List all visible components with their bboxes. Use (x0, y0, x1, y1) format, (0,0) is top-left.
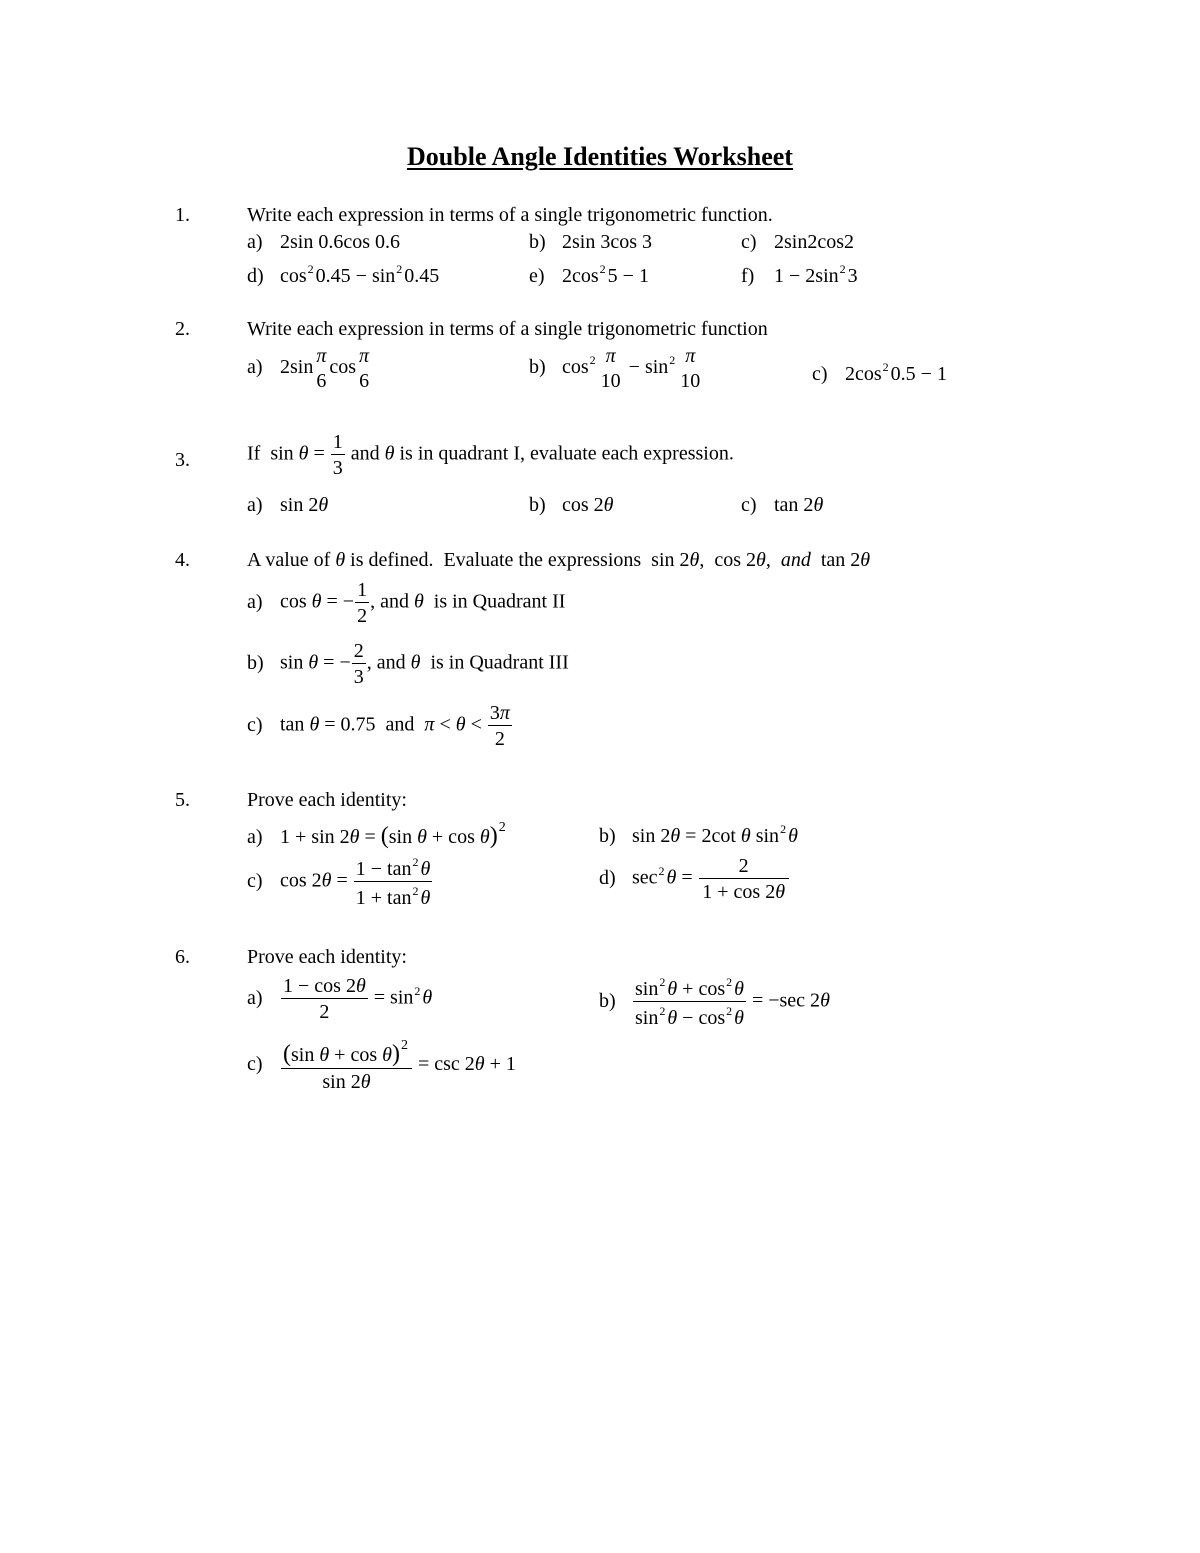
q6-item-b: b) $\frac{\sin^2 \theta + \cos^2 \theta}{\sin^2 \theta - \cos^2 \theta}$ = −sec 2θ (599, 975, 830, 1029)
q5-prompt: Prove each identity: (247, 789, 407, 811)
q1-item-f: f) $1 - 2\sin^2$ 3 (741, 262, 858, 287)
q4-item-a: a) cos θ = − $\frac{1}{2}$ , and θ is in Quadrant II (247, 579, 566, 627)
q2-number: 2. (175, 318, 190, 340)
q1-number: 1. (175, 204, 190, 226)
q2-prompt: Write each expression in terms of a single trigonometric function (247, 318, 768, 340)
q2-item-c: c) $2\cos^2$ 0.5 − 1 (812, 360, 947, 385)
q6-prompt: Prove each identity: (247, 946, 407, 968)
q2-item-b: b) $\cos^2$ π 10 − $\sin^2$ π 10 (529, 345, 701, 392)
q6-item-c: c) $\frac{(\sin \theta + \cos \theta)^2}{\sin 2\theta}$ = csc 2θ + 1 (247, 1038, 516, 1093)
q2-item-a: a) 2sin π 6 cos π 6 (247, 345, 370, 392)
q1-prompt: Write each expression in terms of a single trigonometric function. (247, 204, 773, 226)
q4-item-c: c) tan θ = 0.75 and π < θ < $\frac{3\pi}{2}$ (247, 702, 510, 750)
q1-item-e: e) $2\cos^2$ 5 − 1 (529, 262, 649, 287)
q5-number: 5. (175, 789, 190, 811)
q3-item-b: b) cos 2θ (529, 494, 614, 516)
q3-number: 3. (175, 449, 190, 471)
q4-item-b: b) sin θ = − $\frac{2}{3}$ , and θ is in Quadrant III (247, 640, 569, 688)
q6-item-a: a) $\frac{1 - \cos 2\theta}{2}$ = $\sin^2 \theta$ (247, 975, 433, 1023)
q1-item-c: c) 2sin2cos2 (741, 231, 854, 253)
page-title: Double Angle Identities Worksheet (407, 142, 793, 171)
q1-item-a: a) 2sin 0.6cos 0.6 (247, 231, 400, 253)
q5-item-c: c) cos 2θ = $\frac{1 - \tan^2 \theta}{1 + \tan^2 \theta}$ (247, 855, 431, 909)
q1-item-d: d) $\cos^2 0.45 - \sin^2 0.45$ (247, 262, 440, 287)
q5-item-b: b) sin 2θ = 2cot θ $\sin^2 \theta$ (599, 822, 798, 847)
q3-item-a: a) sin 2θ (247, 494, 329, 516)
q3-item-c: c) tan 2θ (741, 494, 824, 516)
q4-number: 4. (175, 549, 190, 571)
q3-prompt: If sin θ = $\frac{1}{3}$ and θ is in quadrant I, evaluate each expression. (247, 431, 734, 479)
q4-prompt: A value of θ is defined. Evaluate the expressions sin 2θ, cos 2θ, and tan 2θ (247, 549, 871, 571)
q6-number: 6. (175, 946, 190, 968)
q1-item-b: b) 2sin 3cos 3 (529, 231, 652, 253)
q5-item-d: d) $\sec^2 \theta$ = $\frac{2}{1 + \cos 2\theta}$ (599, 856, 790, 902)
q5-item-a: a) 1 + sin 2θ = (sin θ + cos θ)$^2$ (247, 820, 506, 849)
